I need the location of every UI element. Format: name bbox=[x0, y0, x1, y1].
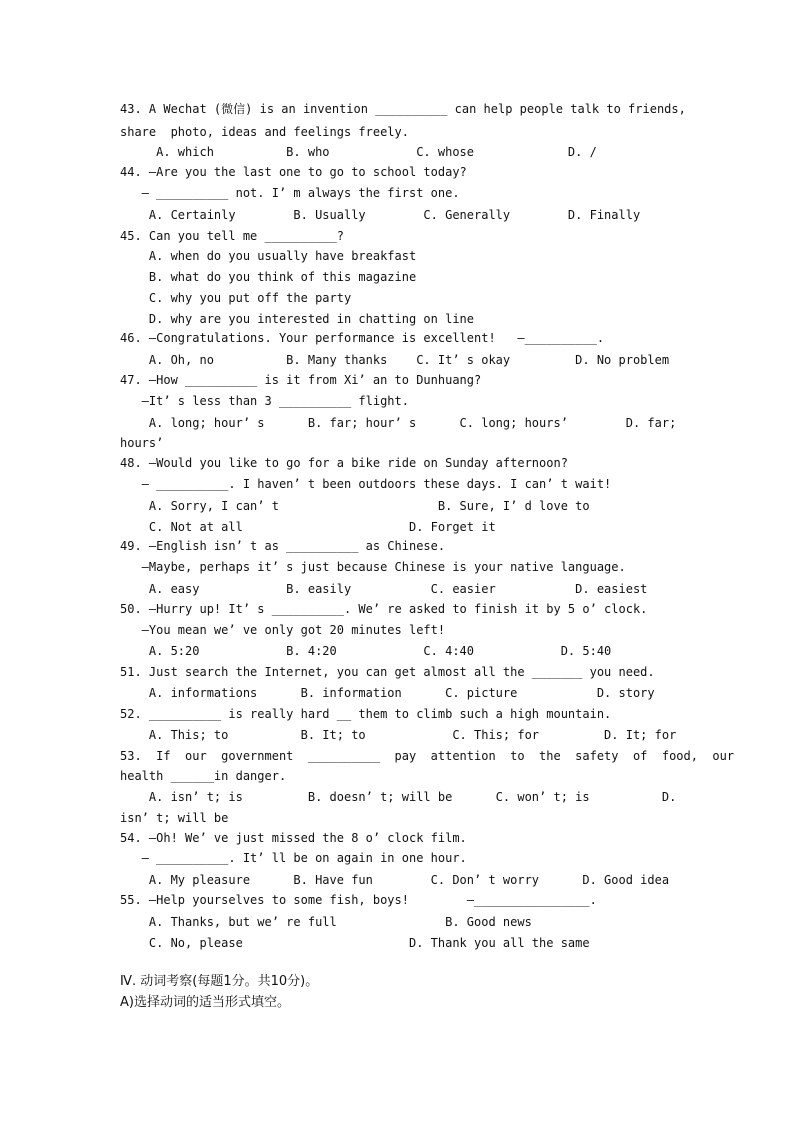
question-53-line-2: health ______in danger. bbox=[120, 769, 287, 783]
question-45-option-c: C. why you put off the party bbox=[120, 291, 352, 305]
question-43-line-2: share photo, ideas and feelings freely. bbox=[120, 125, 409, 139]
question-55-line-1: 55. —Help yourselves to some fish, boys! —________________. bbox=[120, 893, 597, 907]
question-48-line-2: — __________. I haven’ t been outdoors these days. I can’ t wait! bbox=[120, 477, 612, 491]
question-43-options: A. which B. who C. whose D. / bbox=[120, 145, 597, 159]
question-47-options: A. long; hour’ s B. far; hour’ s C. long; hours’ D. far; bbox=[120, 416, 677, 430]
question-49-options: A. easy B. easily C. easier D. easiest bbox=[120, 582, 648, 596]
question-48-options-cd: C. Not at all D. Forget it bbox=[120, 520, 496, 534]
question-50-line-1: 50. —Hurry up! It’ s __________. We’ re asked to finish it by 5 o’ clock. bbox=[120, 602, 648, 616]
question-48-options-ab: A. Sorry, I can’ t B. Sure, I’ d love to bbox=[120, 499, 590, 513]
question-45-line-1: 45. Can you tell me __________? bbox=[120, 229, 344, 243]
question-49-line-1: 49. —English isn’ t as __________ as Chinese. bbox=[120, 539, 446, 553]
section-subheading: A)选择动词的适当形式填空。 bbox=[120, 995, 290, 1010]
question-45-option-d: D. why are you interested in chatting on line bbox=[120, 312, 475, 326]
question-45-option-b: B. what do you think of this magazine bbox=[120, 270, 417, 284]
question-48-line-1: 48. —Would you like to go for a bike ride on Sunday afternoon? bbox=[120, 456, 568, 470]
question-50-line-2: —You mean we’ ve only got 20 minutes left! bbox=[120, 623, 446, 637]
section-heading: Ⅳ. 动词考察(每题1分。共10分)。 bbox=[120, 974, 319, 989]
question-53-line-1: 53. If our government __________ pay attention to the safety of food, our bbox=[120, 749, 735, 763]
question-47-options-wrap: hours’ bbox=[120, 436, 164, 450]
question-52-options: A. This; to B. It; to C. This; for D. It; for bbox=[120, 728, 677, 742]
question-43-line-1: 43. A Wechat (微信) is an invention __________ can help people talk to friends, bbox=[120, 102, 686, 116]
question-47-line-2: —It’ s less than 3 __________ flight. bbox=[120, 394, 409, 408]
question-46-line-1: 46. —Congratulations. Your performance is excellent! —__________. bbox=[120, 331, 605, 345]
question-44-options: A. Certainly B. Usually C. Generally D. Finally bbox=[120, 208, 641, 222]
question-49-line-2: —Maybe, perhaps it’ s just because Chinese is your native language. bbox=[120, 560, 626, 574]
question-47-line-1: 47. —How __________ is it from Xi’ an to Dunhuang? bbox=[120, 373, 482, 387]
question-45-option-a: A. when do you usually have breakfast bbox=[120, 249, 417, 263]
question-53-options: A. isn’ t; is B. doesn’ t; will be C. won’ t; is D. bbox=[120, 790, 677, 804]
question-52-line-1: 52. __________ is really hard __ them to climb such a high mountain. bbox=[120, 707, 612, 721]
question-54-options: A. My pleasure B. Have fun C. Don’ t worry D. Good idea bbox=[120, 873, 670, 887]
question-54-line-1: 54. —Oh! We’ ve just missed the 8 o’ clock film. bbox=[120, 831, 467, 845]
question-55-options-cd: C. No, please D. Thank you all the same bbox=[120, 936, 590, 950]
question-51-options: A. informations B. information C. picture D. story bbox=[120, 686, 655, 700]
question-53-options-wrap: isn’ t; will be bbox=[120, 811, 229, 825]
question-55-options-ab: A. Thanks, but we’ re full B. Good news bbox=[120, 915, 532, 929]
question-44-line-2: — __________ not. I’ m always the first one. bbox=[120, 186, 460, 200]
question-44-line-1: 44. —Are you the last one to go to school today? bbox=[120, 165, 467, 179]
question-54-line-2: — __________. It’ ll be on again in one hour. bbox=[120, 851, 467, 865]
question-50-options: A. 5:20 B. 4:20 C. 4:40 D. 5:40 bbox=[120, 644, 612, 658]
question-46-options: A. Oh, no B. Many thanks C. It’ s okay D. No problem bbox=[120, 353, 670, 367]
question-51-line-1: 51. Just search the Internet, you can get almost all the _______ you need. bbox=[120, 665, 655, 679]
